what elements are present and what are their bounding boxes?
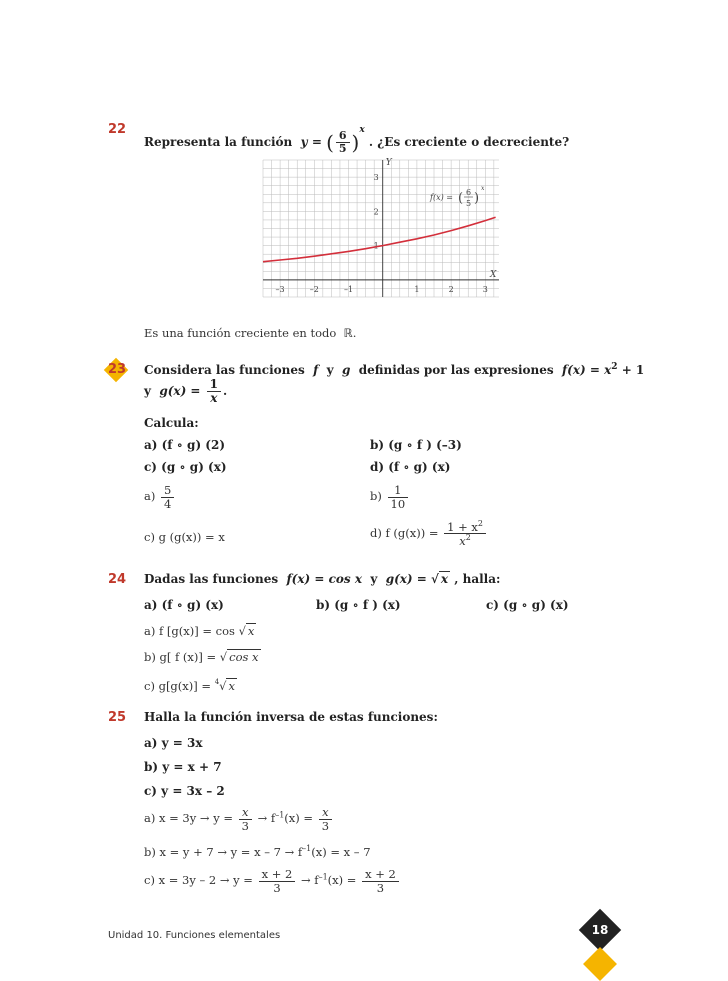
x-tick-label: 1 xyxy=(414,284,420,294)
part-23c: c) (g ∘ g) (x) xyxy=(144,460,227,474)
question-23-line-1: Considera las funciones f y g definidas por las expresiones $f(x) = x^2 + 1$ xyxy=(144,362,645,377)
svg-text:f(x) =: f(x) = xyxy=(430,193,453,202)
footer-accent-diamond xyxy=(583,947,617,981)
svg-text:5: 5 xyxy=(466,199,472,208)
exponential-chart xyxy=(255,152,505,302)
answer-23a: a) $\frac{5}{4}$ xyxy=(144,484,176,510)
question-number-25: 25 xyxy=(108,710,127,725)
svg-text:x: x xyxy=(481,185,485,192)
svg-text:(: ( xyxy=(458,191,464,206)
y-tick-label: 1 xyxy=(373,241,379,251)
answer-23c: c) g (g(x)) = x xyxy=(144,530,225,544)
question-23-line-2: y g(x) = $\frac{1}{x}$ . xyxy=(144,377,228,406)
answer-25b: b) $x = y + 7 \to y = x - 7 \to f^{-1}(x) = x - 7$ xyxy=(144,844,371,859)
part-25c: c) y = 3x – 2 xyxy=(144,784,225,798)
x-tick-label: –2 xyxy=(309,284,319,294)
calcula-label: Calcula: xyxy=(144,416,199,430)
x-axis-label: X xyxy=(490,269,497,280)
part-25b: b) y = x + 7 xyxy=(144,760,222,774)
question-number-24: 24 xyxy=(108,572,127,587)
y-axis-label: Y xyxy=(385,158,392,168)
answer-24b: b) g[ f (x)] = √ cos x xyxy=(144,650,259,664)
chart-ticks xyxy=(276,173,488,294)
x-tick-label: 3 xyxy=(482,284,488,294)
x-tick-label: –1 xyxy=(343,284,354,294)
question-number-22: 22 xyxy=(108,122,127,137)
part-24c: c) (g ∘ g) (x) xyxy=(486,598,569,612)
answer-25c: c) x = 3y – 2 → y = $\frac{x + 2}{3}$ → $f^{-1}(x)$ = $\frac{x + 2}{3}$ xyxy=(144,868,401,894)
page-number: 18 xyxy=(591,923,609,937)
series-line xyxy=(263,217,496,262)
part-24a: a) (f ∘ g) (x) xyxy=(144,598,224,612)
answer-24a: a) f [g(x)] = cos √ x xyxy=(144,624,255,638)
svg-text:6: 6 xyxy=(466,188,472,197)
x-tick-label: –3 xyxy=(275,284,285,294)
chart-grid xyxy=(263,160,499,297)
part-23b: b) (g ∘ f ) (–3) xyxy=(370,438,462,452)
svg-text:): ) xyxy=(474,191,480,206)
question-24-text: Dadas las funciones f(x) = cos x y g(x) = √ x , halla: xyxy=(144,572,501,586)
part-23d: d) (f ∘ g) (x) xyxy=(370,460,451,474)
x-tick-label: 2 xyxy=(448,284,454,294)
part-25a: a) y = 3x xyxy=(144,736,203,750)
question-22-text: Representa la función y = ( $\frac{6}{5}$ )$^x$ . ¿Es creciente o decreciente? xyxy=(144,125,570,155)
part-24b: b) (g ∘ f ) (x) xyxy=(316,598,401,612)
answer-25a: a) x = 3y → y = $\frac{x}{3}$ → $f^{-1}(x)$ = $\frac{x}{3}$ xyxy=(144,806,334,832)
answer-23d: d) f (g(x)) = $\frac{1 + x^2}{x^2}$ xyxy=(370,520,488,548)
answer-24c: c) g[g(x)] = $^4$√ x xyxy=(144,678,235,693)
y-tick-label: 3 xyxy=(373,173,379,183)
answer-23b: b) $\frac{1}{10}$ xyxy=(370,484,410,510)
part-23a: a) (f ∘ g) (2) xyxy=(144,438,225,452)
y-tick-label: 2 xyxy=(373,207,379,217)
footer-unit-title: Unidad 10. Funciones elementales xyxy=(108,930,281,941)
answer-22: Es una función creciente en todo ℝ. xyxy=(144,326,357,340)
question-number-23: 23 xyxy=(108,362,127,377)
question-25-text: Halla la función inversa de estas funciones: xyxy=(144,710,438,724)
